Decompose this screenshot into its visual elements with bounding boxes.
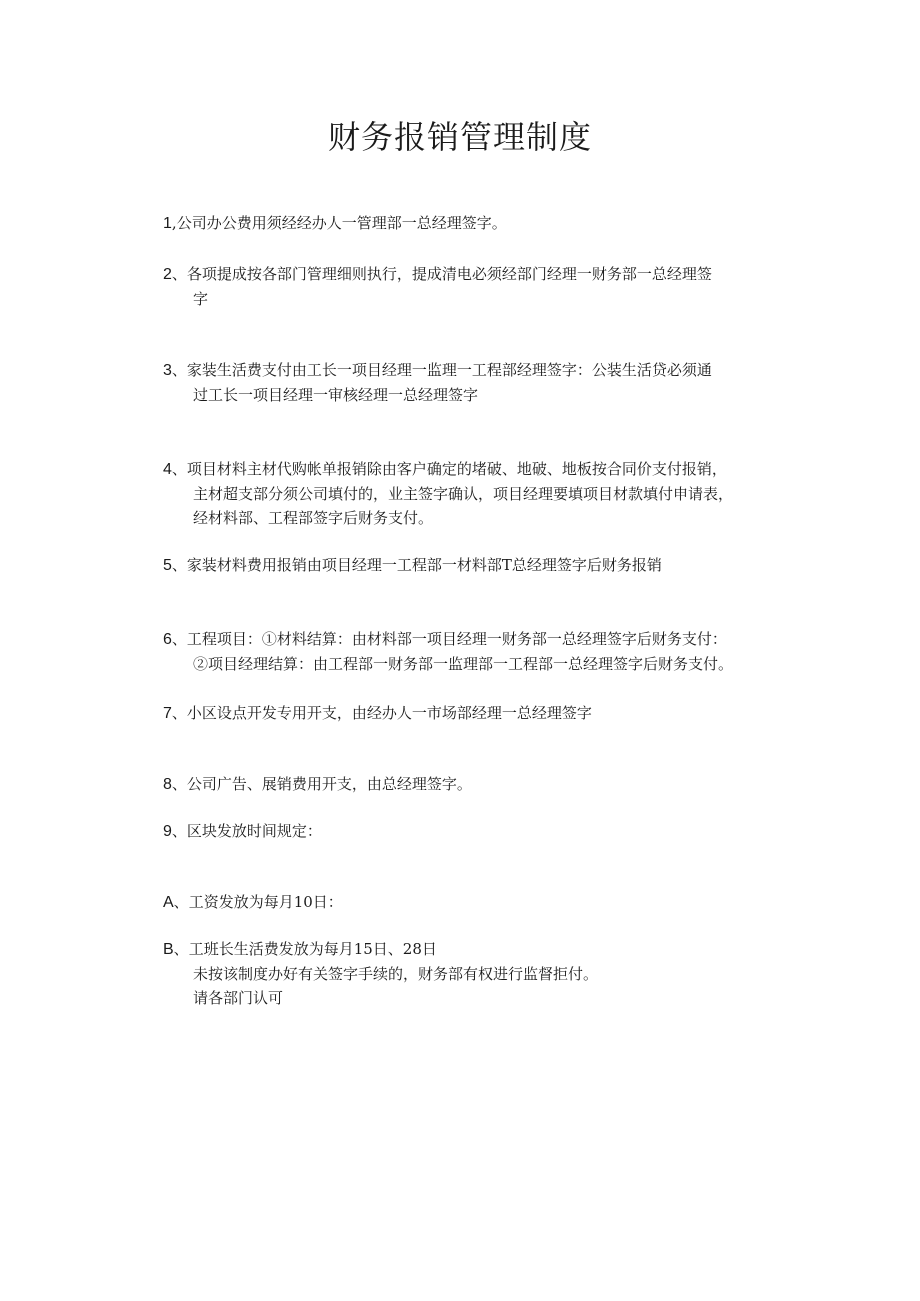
clause-5 xyxy=(163,553,803,578)
clause-number: 8 xyxy=(163,776,172,793)
clause-text: 小区设点开发专用开支，由经办人一市场部经理一总经理签字 xyxy=(186,704,592,722)
clause-number: 3 xyxy=(163,362,172,379)
clause-separator: 、 xyxy=(171,361,187,379)
clause-number: B xyxy=(163,941,174,958)
clause-number: A xyxy=(163,894,174,911)
clause-separator: 、 xyxy=(171,265,187,283)
clause-text: 工资发放为每月10日： xyxy=(188,893,343,911)
clause-2 xyxy=(163,262,803,311)
clause-text: 项目材料主材代购帐单报销除由客户确定的堵破、地破、地板按合同价支付报销， xyxy=(186,460,727,478)
clause-number: 7 xyxy=(163,705,172,722)
clause-text-continued: ②项目经理结算：由工程部一财务部一监理部一工程部一总经理签字后财务支付。 xyxy=(193,655,734,673)
clause-number: 1 xyxy=(163,215,172,232)
clause-text: 区块发放时间规定： xyxy=(186,822,322,840)
clause-separator: 、 xyxy=(173,940,189,958)
clause-separator: , xyxy=(171,214,177,232)
clause-number: 9 xyxy=(163,823,172,840)
clause-number: 4 xyxy=(163,461,172,478)
clause-text: 工班长生活费发放为每月15日、28日 xyxy=(188,940,437,958)
clause-4 xyxy=(163,457,803,530)
clause-text: 工程项目：①材料结算：由材料部一项目经理一财务部一总经理签字后财务支付： xyxy=(186,630,727,648)
clause-text-continued: 经材料部、工程部签字后财务支付。 xyxy=(193,509,434,527)
clause-text-continued: 主材超支部分须公司填付的，业主签字确认，项目经理要填项目材款填付申请表， xyxy=(193,485,734,503)
clause-separator: 、 xyxy=(171,460,187,478)
clause-separator: 、 xyxy=(171,775,187,793)
clause-7 xyxy=(163,701,803,726)
clause-separator: 、 xyxy=(173,893,189,911)
clause-number: 2 xyxy=(163,266,172,283)
clause-text: 家装生活费支付由工长一项目经理一监理一工程部经理签字：公装生活贷必须通 xyxy=(186,361,712,379)
clause-3 xyxy=(163,358,803,407)
clause-text-continued: 未按该制度办好有关签字手续的，财务部有权进行监督拒付。 xyxy=(193,965,599,983)
clause-separator: 、 xyxy=(171,630,187,648)
clause-1 xyxy=(163,211,803,236)
clause-text: 公司办公费用须经经办人一管理部一总经理签字。 xyxy=(176,214,507,232)
clause-9 xyxy=(163,819,803,844)
clause-a xyxy=(163,890,803,915)
clause-text-continued: 字 xyxy=(193,290,209,308)
clause-separator: 、 xyxy=(171,556,187,574)
clause-6 xyxy=(163,627,803,676)
clause-number: 5 xyxy=(163,557,172,574)
clause-separator: 、 xyxy=(171,822,187,840)
clause-b xyxy=(163,937,803,1010)
clause-8 xyxy=(163,772,803,797)
clause-text: 家装材料费用报销由项目经理一工程部一材料部T总经理签字后财务报销 xyxy=(186,556,662,574)
clause-text-continued: 过工长一项目经理一审核经理一总经理签字 xyxy=(193,386,479,404)
clause-separator: 、 xyxy=(171,704,187,722)
clause-text-continued: 请各部门认可 xyxy=(193,989,284,1007)
clause-number: 6 xyxy=(163,631,172,648)
clause-text: 各项提成按各部门管理细则执行，提成清电必须经部门经理一财务部一总经理签 xyxy=(186,265,712,283)
clause-text: 公司广告、展销费用开支，由总经理签字。 xyxy=(186,775,472,793)
document-title: 财务报销管理制度 xyxy=(327,118,592,156)
